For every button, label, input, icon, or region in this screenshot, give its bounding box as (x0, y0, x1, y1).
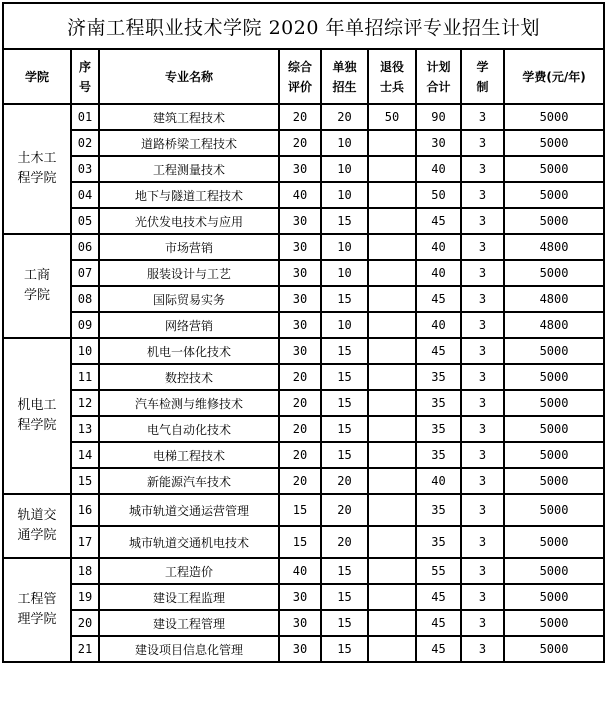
single-cell: 15 (321, 584, 368, 610)
veteran-cell (368, 182, 416, 208)
years-cell: 3 (461, 468, 504, 494)
tuition-cell: 5000 (504, 156, 604, 182)
single-cell: 15 (321, 610, 368, 636)
total-cell: 35 (416, 526, 461, 558)
title-row (3, 3, 604, 49)
comprehensive-cell: 20 (279, 468, 321, 494)
comprehensive-cell: 20 (279, 442, 321, 468)
major-name-cell: 电梯工程技术 (99, 442, 279, 468)
tuition-cell: 5000 (504, 104, 604, 130)
single-cell: 10 (321, 130, 368, 156)
major-name-cell: 市场营销 (99, 234, 279, 260)
comprehensive-cell: 20 (279, 416, 321, 442)
table-row (3, 338, 604, 364)
comprehensive-cell: 30 (279, 312, 321, 338)
header-comprehensive-line2: 评价 (287, 79, 312, 94)
table-row (3, 156, 604, 182)
table-row (3, 494, 604, 526)
seq-cell: 20 (71, 610, 99, 636)
years-cell: 3 (461, 260, 504, 286)
header-comprehensive (279, 49, 321, 104)
seq-cell: 16 (71, 494, 99, 526)
tuition-cell: 5000 (504, 494, 604, 526)
header-single-line1: 单独 (332, 59, 357, 74)
header-single-line2: 招生 (332, 79, 357, 94)
table-row (3, 636, 604, 662)
seq-cell: 21 (71, 636, 99, 662)
table-row (3, 416, 604, 442)
single-cell: 15 (321, 416, 368, 442)
seq-cell: 09 (71, 312, 99, 338)
comprehensive-cell: 30 (279, 208, 321, 234)
header-years-line1: 学 (476, 59, 489, 74)
enrollment-plan-table (2, 2, 605, 663)
college-cell (3, 338, 71, 494)
single-cell: 15 (321, 208, 368, 234)
total-cell: 45 (416, 636, 461, 662)
tuition-cell: 5000 (504, 260, 604, 286)
total-cell: 45 (416, 338, 461, 364)
comprehensive-cell: 30 (279, 156, 321, 182)
college-line2: 程学院 (17, 418, 57, 433)
table-row (3, 234, 604, 260)
total-cell: 30 (416, 130, 461, 156)
comprehensive-cell: 20 (279, 104, 321, 130)
header-major: 专业名称 (99, 49, 279, 104)
header-single (321, 49, 368, 104)
table-row (3, 442, 604, 468)
header-tuition: 学费(元/年) (504, 49, 604, 104)
single-cell: 15 (321, 364, 368, 390)
seq-cell: 19 (71, 584, 99, 610)
veteran-cell (368, 442, 416, 468)
college-line1: 工商 (23, 268, 50, 283)
years-cell: 3 (461, 156, 504, 182)
comprehensive-cell: 30 (279, 260, 321, 286)
veteran-cell (368, 312, 416, 338)
single-cell: 10 (321, 182, 368, 208)
seq-cell: 01 (71, 104, 99, 130)
header-college: 学院 (3, 49, 71, 104)
years-cell: 3 (461, 286, 504, 312)
years-cell: 3 (461, 610, 504, 636)
major-name-cell: 光伏发电技术与应用 (99, 208, 279, 234)
years-cell: 3 (461, 390, 504, 416)
table-row (3, 526, 604, 558)
seq-cell: 18 (71, 558, 99, 584)
years-cell: 3 (461, 526, 504, 558)
major-name-cell: 工程造价 (99, 558, 279, 584)
college-cell (3, 104, 71, 234)
major-name-cell: 工程测量技术 (99, 156, 279, 182)
seq-cell: 05 (71, 208, 99, 234)
major-name-cell: 国际贸易实务 (99, 286, 279, 312)
tuition-cell: 5000 (504, 558, 604, 584)
veteran-cell (368, 416, 416, 442)
comprehensive-cell: 40 (279, 182, 321, 208)
header-total-line1: 计划 (426, 59, 451, 74)
table-row (3, 208, 604, 234)
header-veteran (368, 49, 416, 104)
single-cell: 15 (321, 390, 368, 416)
total-cell: 35 (416, 442, 461, 468)
major-name-cell: 建筑工程技术 (99, 104, 279, 130)
veteran-cell (368, 390, 416, 416)
tuition-cell: 5000 (504, 364, 604, 390)
seq-cell: 13 (71, 416, 99, 442)
major-name-cell: 城市轨道交通运营管理 (99, 494, 279, 526)
seq-cell: 08 (71, 286, 99, 312)
veteran-cell (368, 558, 416, 584)
total-cell: 35 (416, 390, 461, 416)
header-total-line2: 合计 (426, 79, 451, 94)
veteran-cell (368, 610, 416, 636)
single-cell: 20 (321, 468, 368, 494)
total-cell: 35 (416, 494, 461, 526)
years-cell: 3 (461, 494, 504, 526)
total-cell: 40 (416, 156, 461, 182)
major-name-cell: 机电一体化技术 (99, 338, 279, 364)
comprehensive-cell: 30 (279, 610, 321, 636)
table-row (3, 312, 604, 338)
seq-cell: 11 (71, 364, 99, 390)
years-cell: 3 (461, 208, 504, 234)
header-veteran-line2: 士兵 (379, 79, 404, 94)
tuition-cell: 4800 (504, 286, 604, 312)
total-cell: 90 (416, 104, 461, 130)
comprehensive-cell: 20 (279, 130, 321, 156)
tuition-cell: 5000 (504, 338, 604, 364)
college-cell (3, 494, 71, 558)
tuition-cell: 4800 (504, 312, 604, 338)
table-row (3, 130, 604, 156)
total-cell: 40 (416, 234, 461, 260)
college-cell (3, 558, 71, 662)
college-line2: 学院 (23, 288, 50, 303)
veteran-cell (368, 208, 416, 234)
header-seq-line1: 序 (78, 59, 91, 74)
table-row (3, 182, 604, 208)
veteran-cell (368, 494, 416, 526)
tuition-cell: 5000 (504, 468, 604, 494)
tuition-cell: 5000 (504, 182, 604, 208)
table-row (3, 610, 604, 636)
years-cell: 3 (461, 182, 504, 208)
header-veteran-line1: 退役 (379, 59, 404, 74)
seq-cell: 15 (71, 468, 99, 494)
single-cell: 15 (321, 636, 368, 662)
years-cell: 3 (461, 338, 504, 364)
total-cell: 40 (416, 312, 461, 338)
college-line2: 理学院 (17, 612, 57, 627)
header-comprehensive-line1: 综合 (287, 59, 312, 74)
seq-cell: 02 (71, 130, 99, 156)
table-row (3, 260, 604, 286)
major-name-cell: 地下与隧道工程技术 (99, 182, 279, 208)
college-line2: 程学院 (17, 171, 57, 186)
total-cell: 40 (416, 468, 461, 494)
comprehensive-cell: 30 (279, 286, 321, 312)
major-name-cell: 道路桥梁工程技术 (99, 130, 279, 156)
years-cell: 3 (461, 364, 504, 390)
college-line1: 工程管 (17, 592, 57, 607)
comprehensive-cell: 40 (279, 558, 321, 584)
table-title: 济南工程职业技术学院 2020 年单招综评专业招生计划 (3, 3, 604, 49)
total-cell: 45 (416, 286, 461, 312)
seq-cell: 17 (71, 526, 99, 558)
comprehensive-cell: 30 (279, 584, 321, 610)
tuition-cell: 5000 (504, 526, 604, 558)
tuition-cell: 5000 (504, 636, 604, 662)
years-cell: 3 (461, 442, 504, 468)
comprehensive-cell: 20 (279, 364, 321, 390)
total-cell: 50 (416, 182, 461, 208)
tuition-cell: 5000 (504, 610, 604, 636)
veteran-cell (368, 260, 416, 286)
single-cell: 20 (321, 104, 368, 130)
major-name-cell: 建设工程管理 (99, 610, 279, 636)
veteran-cell (368, 636, 416, 662)
years-cell: 3 (461, 636, 504, 662)
header-years (461, 49, 504, 104)
college-line2: 通学院 (17, 528, 57, 543)
table-row (3, 584, 604, 610)
seq-cell: 03 (71, 156, 99, 182)
veteran-cell: 50 (368, 104, 416, 130)
total-cell: 35 (416, 416, 461, 442)
table-row (3, 468, 604, 494)
tuition-cell: 5000 (504, 442, 604, 468)
years-cell: 3 (461, 130, 504, 156)
header-total (416, 49, 461, 104)
tuition-cell: 5000 (504, 208, 604, 234)
single-cell: 20 (321, 526, 368, 558)
seq-cell: 12 (71, 390, 99, 416)
single-cell: 15 (321, 442, 368, 468)
single-cell: 20 (321, 494, 368, 526)
table-row (3, 558, 604, 584)
years-cell: 3 (461, 558, 504, 584)
tuition-cell: 5000 (504, 584, 604, 610)
years-cell: 3 (461, 584, 504, 610)
tuition-cell: 4800 (504, 234, 604, 260)
veteran-cell (368, 286, 416, 312)
years-cell: 3 (461, 416, 504, 442)
major-name-cell: 网络营销 (99, 312, 279, 338)
total-cell: 55 (416, 558, 461, 584)
seq-cell: 10 (71, 338, 99, 364)
veteran-cell (368, 130, 416, 156)
years-cell: 3 (461, 234, 504, 260)
major-name-cell: 服装设计与工艺 (99, 260, 279, 286)
tuition-cell: 5000 (504, 416, 604, 442)
veteran-cell (368, 584, 416, 610)
comprehensive-cell: 30 (279, 338, 321, 364)
single-cell: 15 (321, 558, 368, 584)
single-cell: 15 (321, 286, 368, 312)
college-cell (3, 234, 71, 338)
table-row (3, 104, 604, 130)
header-seq (71, 49, 99, 104)
comprehensive-cell: 30 (279, 234, 321, 260)
total-cell: 45 (416, 584, 461, 610)
veteran-cell (368, 338, 416, 364)
veteran-cell (368, 156, 416, 182)
college-line1: 机电工 (17, 398, 57, 413)
major-name-cell: 建设项目信息化管理 (99, 636, 279, 662)
college-line1: 土木工 (17, 151, 57, 166)
total-cell: 40 (416, 260, 461, 286)
single-cell: 10 (321, 312, 368, 338)
seq-cell: 04 (71, 182, 99, 208)
veteran-cell (368, 234, 416, 260)
major-name-cell: 建设工程监理 (99, 584, 279, 610)
comprehensive-cell: 15 (279, 494, 321, 526)
major-name-cell: 数控技术 (99, 364, 279, 390)
seq-cell: 07 (71, 260, 99, 286)
single-cell: 10 (321, 260, 368, 286)
major-name-cell: 电气自动化技术 (99, 416, 279, 442)
veteran-cell (368, 364, 416, 390)
header-years-line2: 制 (476, 79, 489, 94)
header-row (3, 49, 604, 104)
total-cell: 45 (416, 610, 461, 636)
major-name-cell: 汽车检测与维修技术 (99, 390, 279, 416)
years-cell: 3 (461, 312, 504, 338)
major-name-cell: 城市轨道交通机电技术 (99, 526, 279, 558)
header-seq-line2: 号 (78, 79, 91, 94)
total-cell: 45 (416, 208, 461, 234)
single-cell: 15 (321, 338, 368, 364)
tuition-cell: 5000 (504, 130, 604, 156)
years-cell: 3 (461, 104, 504, 130)
comprehensive-cell: 15 (279, 526, 321, 558)
single-cell: 10 (321, 156, 368, 182)
major-name-cell: 新能源汽车技术 (99, 468, 279, 494)
table-row (3, 286, 604, 312)
single-cell: 10 (321, 234, 368, 260)
table-row (3, 390, 604, 416)
total-cell: 35 (416, 364, 461, 390)
comprehensive-cell: 30 (279, 636, 321, 662)
tuition-cell: 5000 (504, 390, 604, 416)
college-line1: 轨道交 (17, 508, 57, 523)
seq-cell: 06 (71, 234, 99, 260)
comprehensive-cell: 20 (279, 390, 321, 416)
table-row (3, 364, 604, 390)
veteran-cell (368, 526, 416, 558)
veteran-cell (368, 468, 416, 494)
seq-cell: 14 (71, 442, 99, 468)
